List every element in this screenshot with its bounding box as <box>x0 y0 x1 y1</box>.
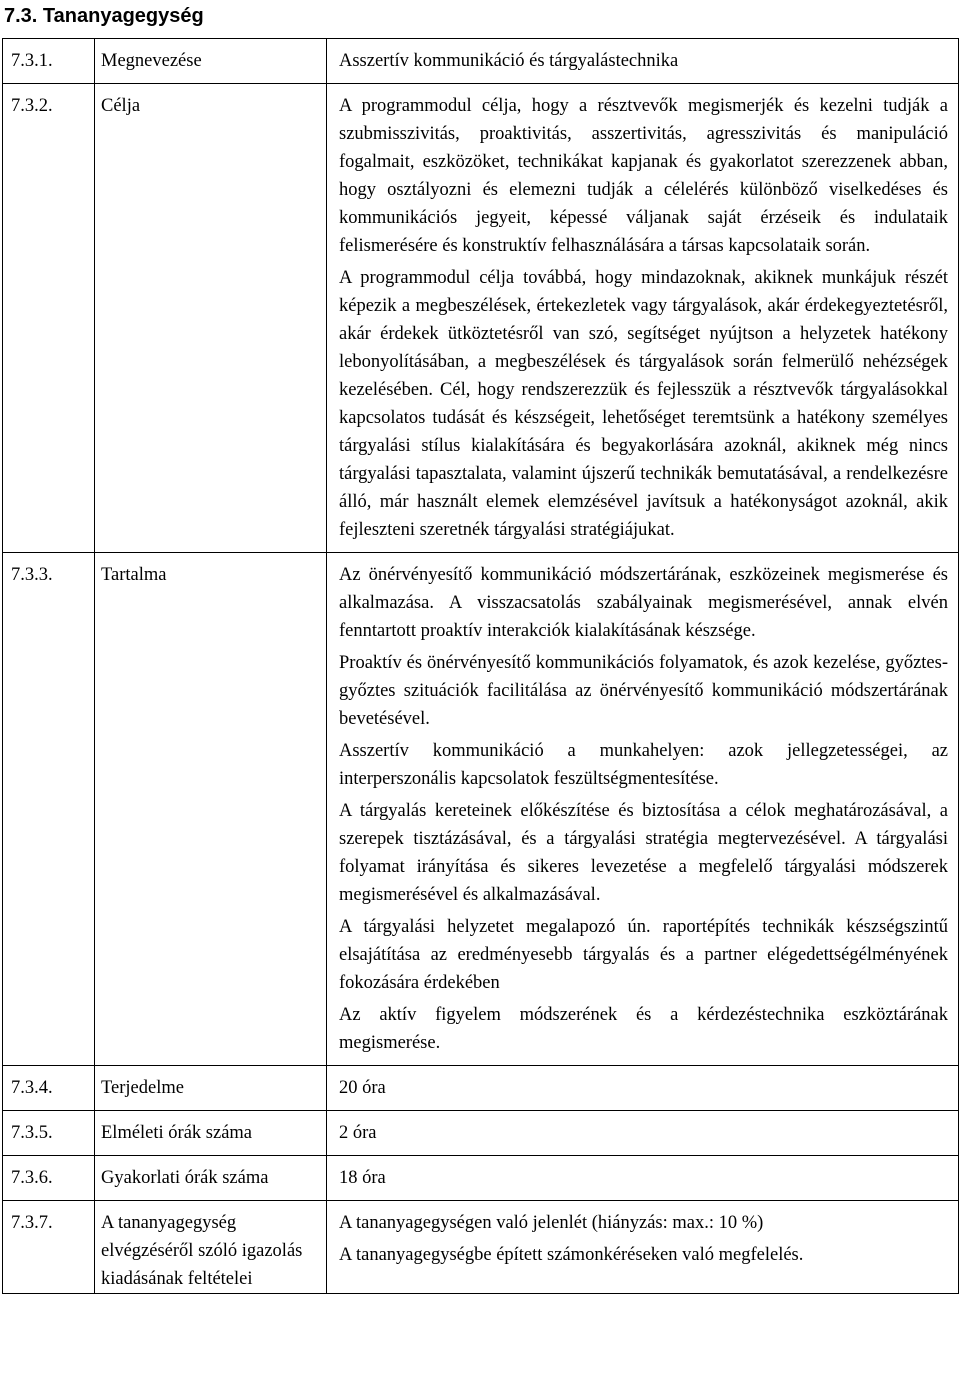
table-row <box>3 1111 959 1156</box>
row-value <box>327 553 959 1066</box>
row-value <box>327 39 959 84</box>
row-label: Gyakorlati órák száma <box>95 1156 327 1201</box>
row-paragraph: A tananyagegységen való jelenlét (hiányzás: max.: 10 %) <box>339 1213 764 1233</box>
row-label: Terjedelme <box>95 1066 327 1111</box>
row-label: Megnevezése <box>95 39 327 84</box>
row-paragraph: A tárgyalási helyzetet megalapozó ún. raportépítés technikák készségszintű elsajátítása az eredményesebb tárgyalás és a partner elégedettségélményének fokozására érdekében <box>339 917 948 993</box>
row-number: 7.3.3. <box>3 553 95 1066</box>
table-row <box>3 1066 959 1111</box>
row-paragraph: A tárgyalás kereteinek előkészítése és biztosítása a célok meghatározásával, a szerepek tisztázásával, és a tárgyalási stratégia megtervezésével. A tárgyalási folyamat irányítása és sikeres levezetése a megfelelő tárgyalási módszerek megismerésével és alkalmazásával. <box>339 801 948 905</box>
row-paragraph: Az aktív figyelem módszerének és a kérdezéstechnika eszköztárának megismerése. <box>339 1005 948 1053</box>
table-row <box>3 1201 959 1294</box>
row-label: Tartalma <box>95 553 327 1066</box>
row-number: 7.3.6. <box>3 1156 95 1201</box>
row-paragraph: A tananyagegységbe épített számonkéréseken való megfelelés. <box>339 1245 804 1265</box>
row-value <box>327 84 959 553</box>
row-paragraph: Az önérvényesítő kommunikáció módszertárának, eszközeinek megismerése és alkalmazása. A visszacsatolás szabályainak megismerésével, annak elvén fenntartott proaktív interakciók kialakításának készsége. <box>339 565 948 641</box>
row-paragraph: 18 óra <box>339 1168 386 1188</box>
table-row <box>3 553 959 1066</box>
row-value <box>327 1201 959 1294</box>
row-value <box>327 1156 959 1201</box>
row-paragraph: A programmodul célja, hogy a résztvevők megismerjék és kezelni tudják a szubmisszivitás, proaktivitás, asszertivitás, agresszivitás és manipuláció fogalmait, eszközöket, technikákat kapjanak és gyakorlatot szerezzenek abban, hogy osztályozni és elemezni tudják a célelérés különböző viselkedéses és kommunikációs jegyeit, képessé váljanak saját érzéseik és indulataik felismerésére és konstruktív felhasználására a társas kapcsolataik során. <box>339 96 948 256</box>
row-label: A tananyagegység elvégzéséről szóló igazolás kiadásának feltételei <box>95 1201 327 1294</box>
row-number: 7.3.7. <box>3 1201 95 1294</box>
row-paragraph: 20 óra <box>339 1078 386 1098</box>
row-paragraph: A programmodul célja továbbá, hogy mindazoknak, akiknek munkájuk részét képezik a megbeszélések, értekezletek vagy tárgyalások, akár érdekegyeztetésről, akár érdekek ütköztetésről van szó, segítséget nyújtson a helyzetek hatékony lebonyolításában, a megbeszélések és tárgyalások során felmerülő nehézségek kezelésében. Cél, hogy rendszerezzük és fejlesszük a résztvevők tárgyalásokkal kapcsolatos tudását és készségeit, lehetőséget teremtsünk a hatékony személyes tárgyalási stílus kialakítására és begyakorlására azoknál, akiknek még nincs tárgyalási tapasztalata, valamint újszerű technikák bemutatásával, a rendelkezésre álló, már használt elemek elemzésével javítsuk a hatékonyságot azoknál, akik fejleszteni szeretnék tárgyalási stratégiájukat. <box>339 268 948 540</box>
module-spec-table <box>2 38 959 1294</box>
row-paragraph: 2 óra <box>339 1123 377 1143</box>
row-label: Elméleti órák száma <box>95 1111 327 1156</box>
row-paragraph: Asszertív kommunikáció a munkahelyen: azok jellegzetességei, az interperszonális kapcsolatok feszültségmentesítése. <box>339 741 948 789</box>
row-label: Célja <box>95 84 327 553</box>
row-paragraph: Proaktív és önérvényesítő kommunikációs folyamatok, és azok kezelése, győztes-győztes szituációk facilitálása az önérvényesítő kommunikáció módszertárának bevetésével. <box>339 653 948 729</box>
row-number: 7.3.1. <box>3 39 95 84</box>
table-row <box>3 84 959 553</box>
section-heading: 7.3. Tananyagegység <box>4 5 204 27</box>
row-number: 7.3.4. <box>3 1066 95 1111</box>
table-row <box>3 39 959 84</box>
row-number: 7.3.5. <box>3 1111 95 1156</box>
row-value <box>327 1066 959 1111</box>
table-row <box>3 1156 959 1201</box>
row-value <box>327 1111 959 1156</box>
row-paragraph: Asszertív kommunikáció és tárgyalástechnika <box>339 51 679 71</box>
row-number: 7.3.2. <box>3 84 95 553</box>
